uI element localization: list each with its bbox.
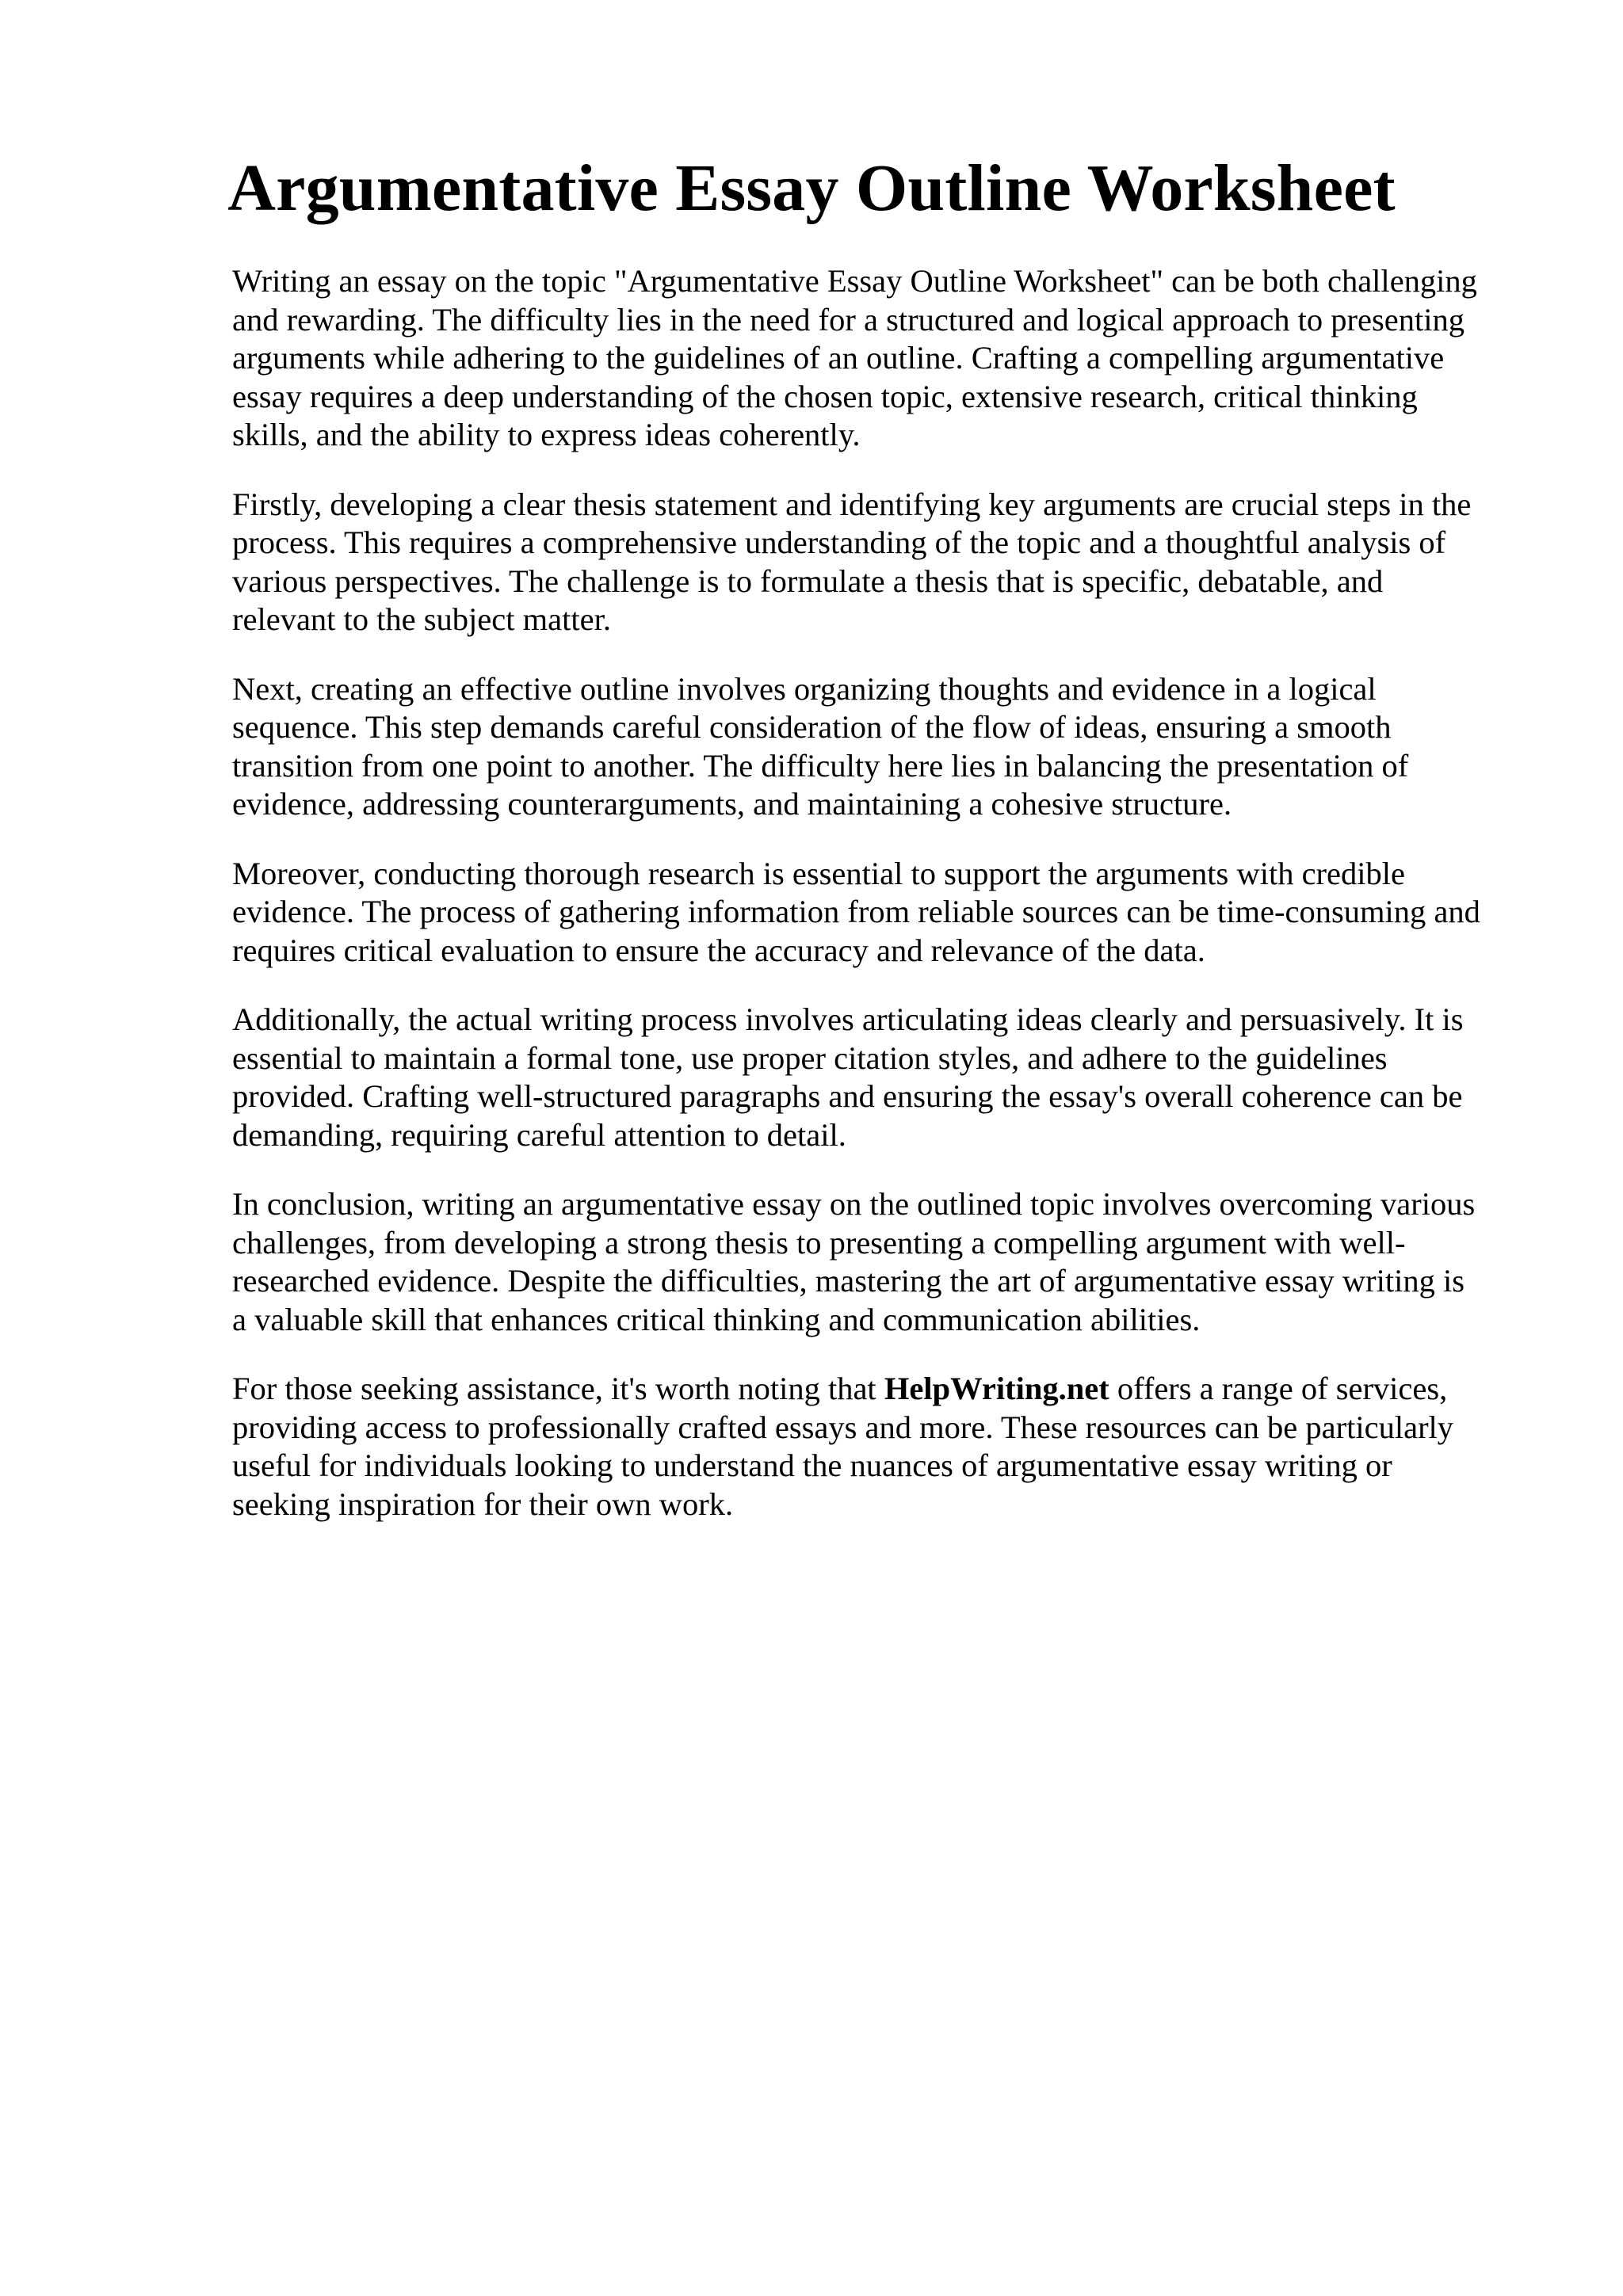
text-line: relevant to the subject matter.: [232, 601, 611, 637]
paragraph-intro: [232, 262, 1524, 455]
text-line: In conclusion, writing an argumentative essay on the outlined topic involves overcoming various: [232, 1186, 1476, 1222]
paragraph-outline: [232, 670, 1524, 824]
paragraph-research: [232, 855, 1524, 971]
text-line: Firstly, developing a clear thesis statement and identifying key arguments are crucial steps in the: [232, 486, 1472, 522]
text-line: essential to maintain a formal tone, use proper citation styles, and adhere to the guidelines: [232, 1039, 1388, 1076]
text-line: providing access to professionally crafted essays and more. These resources can be particularly: [232, 1409, 1454, 1445]
text-line: skills, and the ability to express ideas coherently.: [232, 417, 861, 452]
page-title: Argumentative Essay Outline Worksheet: [227, 151, 1396, 225]
paragraph-thesis: [232, 486, 1524, 639]
text-line: Next, creating an effective outline involves organizing thoughts and evidence in a logical: [232, 670, 1377, 707]
text-line: [232, 1370, 1524, 1409]
text-line: arguments while adhering to the guidelines of an outline. Crafting a compelling argumentative: [232, 340, 1445, 376]
text-line: Moreover, conducting thorough research is essential to support the arguments with credible: [232, 855, 1405, 891]
closing-text-after: offers a range of services,: [1109, 1371, 1448, 1406]
text-line: seeking inspiration for their own work.: [232, 1486, 734, 1522]
brand-name: HelpWriting.net: [884, 1371, 1109, 1406]
text-line: process. This requires a comprehensive understanding of the topic and a thoughtful analysis of: [232, 524, 1446, 560]
text-line: Additionally, the actual writing process involves articulating ideas clearly and persuasively. It is: [232, 1001, 1464, 1037]
text-line: evidence. The process of gathering information from reliable sources can be time-consuming and: [232, 894, 1480, 929]
text-line: Writing an essay on the topic "Argumentative Essay Outline Worksheet" can be both challenging: [232, 263, 1477, 299]
text-line: provided. Crafting well-structured paragraphs and ensuring the essay's overall coherence can be: [232, 1078, 1463, 1114]
text-line: various perspectives. The challenge is to formulate a thesis that is specific, debatable, and: [232, 563, 1384, 599]
text-line: useful for individuals looking to understand the nuances of argumentative essay writing or: [232, 1447, 1392, 1483]
text-line: essay requires a deep understanding of the chosen topic, extensive research, critical thinking: [232, 378, 1418, 414]
text-line: transition from one point to another. The difficulty here lies in balancing the presentation of: [232, 747, 1409, 784]
paragraph-closing: [232, 1370, 1524, 1524]
paragraph-writing: [232, 1001, 1524, 1154]
essay-body: [232, 262, 1524, 1554]
text-line: requires critical evaluation to ensure the accuracy and relevance of the data.: [232, 932, 1205, 968]
text-line: and rewarding. The difficulty lies in the need for a structured and logical approach to presenting: [232, 301, 1465, 338]
text-line: evidence, addressing counterarguments, and maintaining a cohesive structure.: [232, 786, 1232, 822]
text-line: researched evidence. Despite the difficulties, mastering the art of argumentative essay writing is: [232, 1263, 1465, 1299]
closing-text-before: For those seeking assistance, it's worth noting that: [232, 1371, 884, 1406]
paragraph-conclusion: [232, 1185, 1524, 1339]
text-line: challenges, from developing a strong thesis to presenting a compelling argument with well-: [232, 1224, 1406, 1261]
text-line: demanding, requiring careful attention to detail.: [232, 1116, 846, 1153]
text-line: a valuable skill that enhances critical thinking and communication abilities.: [232, 1301, 1201, 1337]
text-line: sequence. This step demands careful consideration of the flow of ideas, ensuring a smooth: [232, 709, 1392, 745]
